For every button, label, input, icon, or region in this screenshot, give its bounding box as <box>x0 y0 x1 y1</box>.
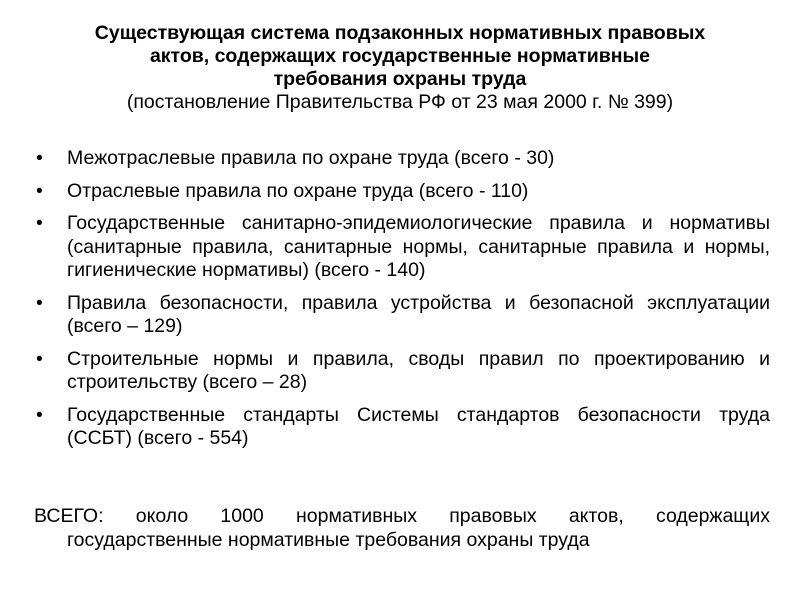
bullet-marker: • <box>36 347 43 370</box>
list-item <box>34 292 770 339</box>
title-line-3: требования охраны труда <box>273 68 527 90</box>
title-subtitle: (постановление Правительства РФ от 23 мая 2000 г. № 399) <box>126 91 674 113</box>
list-item-text: Межотраслевые правила по охране труда (всего - 30) <box>67 147 555 169</box>
slide-title <box>40 22 760 114</box>
bullet-list <box>34 147 770 460</box>
list-item-text: Государственные стандарты Системы стандартов безопасности труда (ССБТ) (всего - 554) <box>67 403 770 449</box>
list-item <box>34 348 770 395</box>
list-item-text: Правила безопасности, правила устройства и безопасной эксплуатации (всего – 129) <box>67 291 770 337</box>
bullet-marker: • <box>36 179 43 202</box>
total-summary: ВСЕГО: около 1000 нормативных правовых актов, содержащих государственные нормативные требования охраны труда <box>34 505 770 551</box>
title-line-1: Существующая система подзаконных нормативных правовых <box>94 22 706 44</box>
bullet-marker: • <box>36 403 43 426</box>
bullet-marker: • <box>36 147 43 169</box>
bullet-marker: • <box>36 212 43 234</box>
list-item <box>34 147 770 171</box>
list-item <box>34 404 770 451</box>
list-item-text: Отраслевые правила по охране труда (всего - 110) <box>67 179 529 202</box>
list-item-text: Строительные нормы и правила, своды правил по проектированию и строительству (всего – 28) <box>67 347 770 393</box>
bullet-marker: • <box>36 291 43 314</box>
list-item <box>34 180 770 204</box>
list-item <box>34 212 770 283</box>
list-item-text: Государственные санитарно-эпидемиологические правила и нормативы (санитарные правила, санитарные нормы, санитарные правила и нормы, гигиенические нормативы) (всего - 140) <box>67 212 770 281</box>
title-line-2: актов, содержащих государственные нормативные <box>149 45 651 67</box>
